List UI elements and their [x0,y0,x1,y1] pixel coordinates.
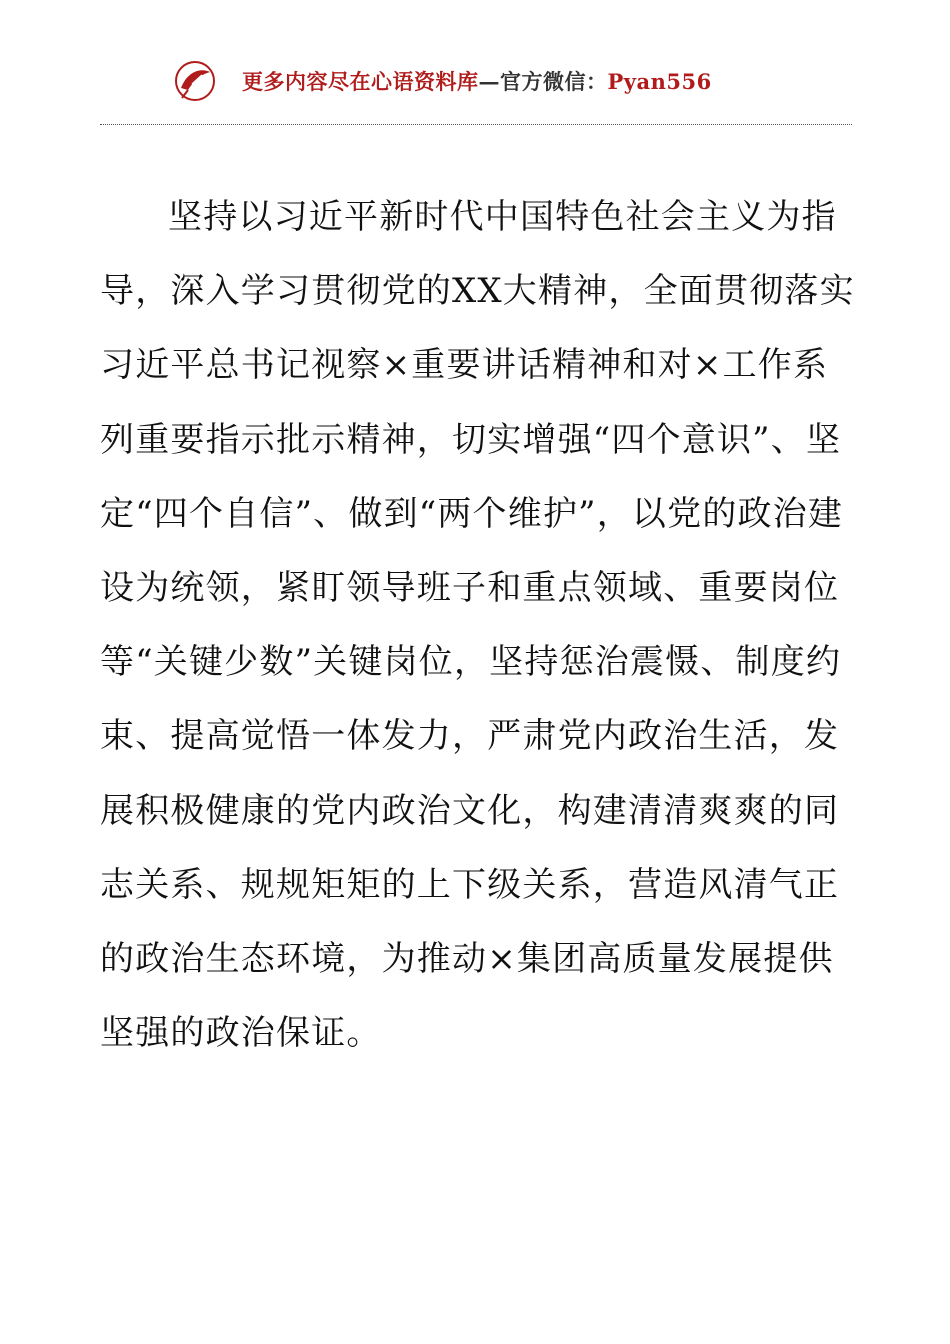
wechat-label: 官方微信： [500,69,608,94]
header-separator: — [478,69,500,94]
header-brand-line [242,66,712,96]
page-header [100,56,852,106]
brand-text: 更多内容尽在心语资料库 [242,69,479,94]
body-paragraph: 坚持以习近平新时代中国特色社会主义为指导，深入学习贯彻党的XX大精神，全面贯彻落实习近平总书记视察×重要讲话精神和对×工作系列重要指示批示精神，切实增强“四个意识”、坚定“四个自信”、做到“两个维护”，以党的政治建设为统领，紧盯领导班子和重点领域、重要岗位等“关键少数”关键岗位，坚持惩治震慑、制度约束、提高觉悟一体发力，严肃党内政治生活，发展积极健康的党内政治文化，构建清清爽爽的同志关系、规规矩矩的上下级关系，营造风清气正的政治生态环境，为推动×集团高质量发展提供坚强的政治保证。 [100,197,855,1054]
pen-circle-logo-icon [172,58,218,104]
header-divider [100,124,852,125]
wechat-id: Pyan556 [607,69,712,94]
